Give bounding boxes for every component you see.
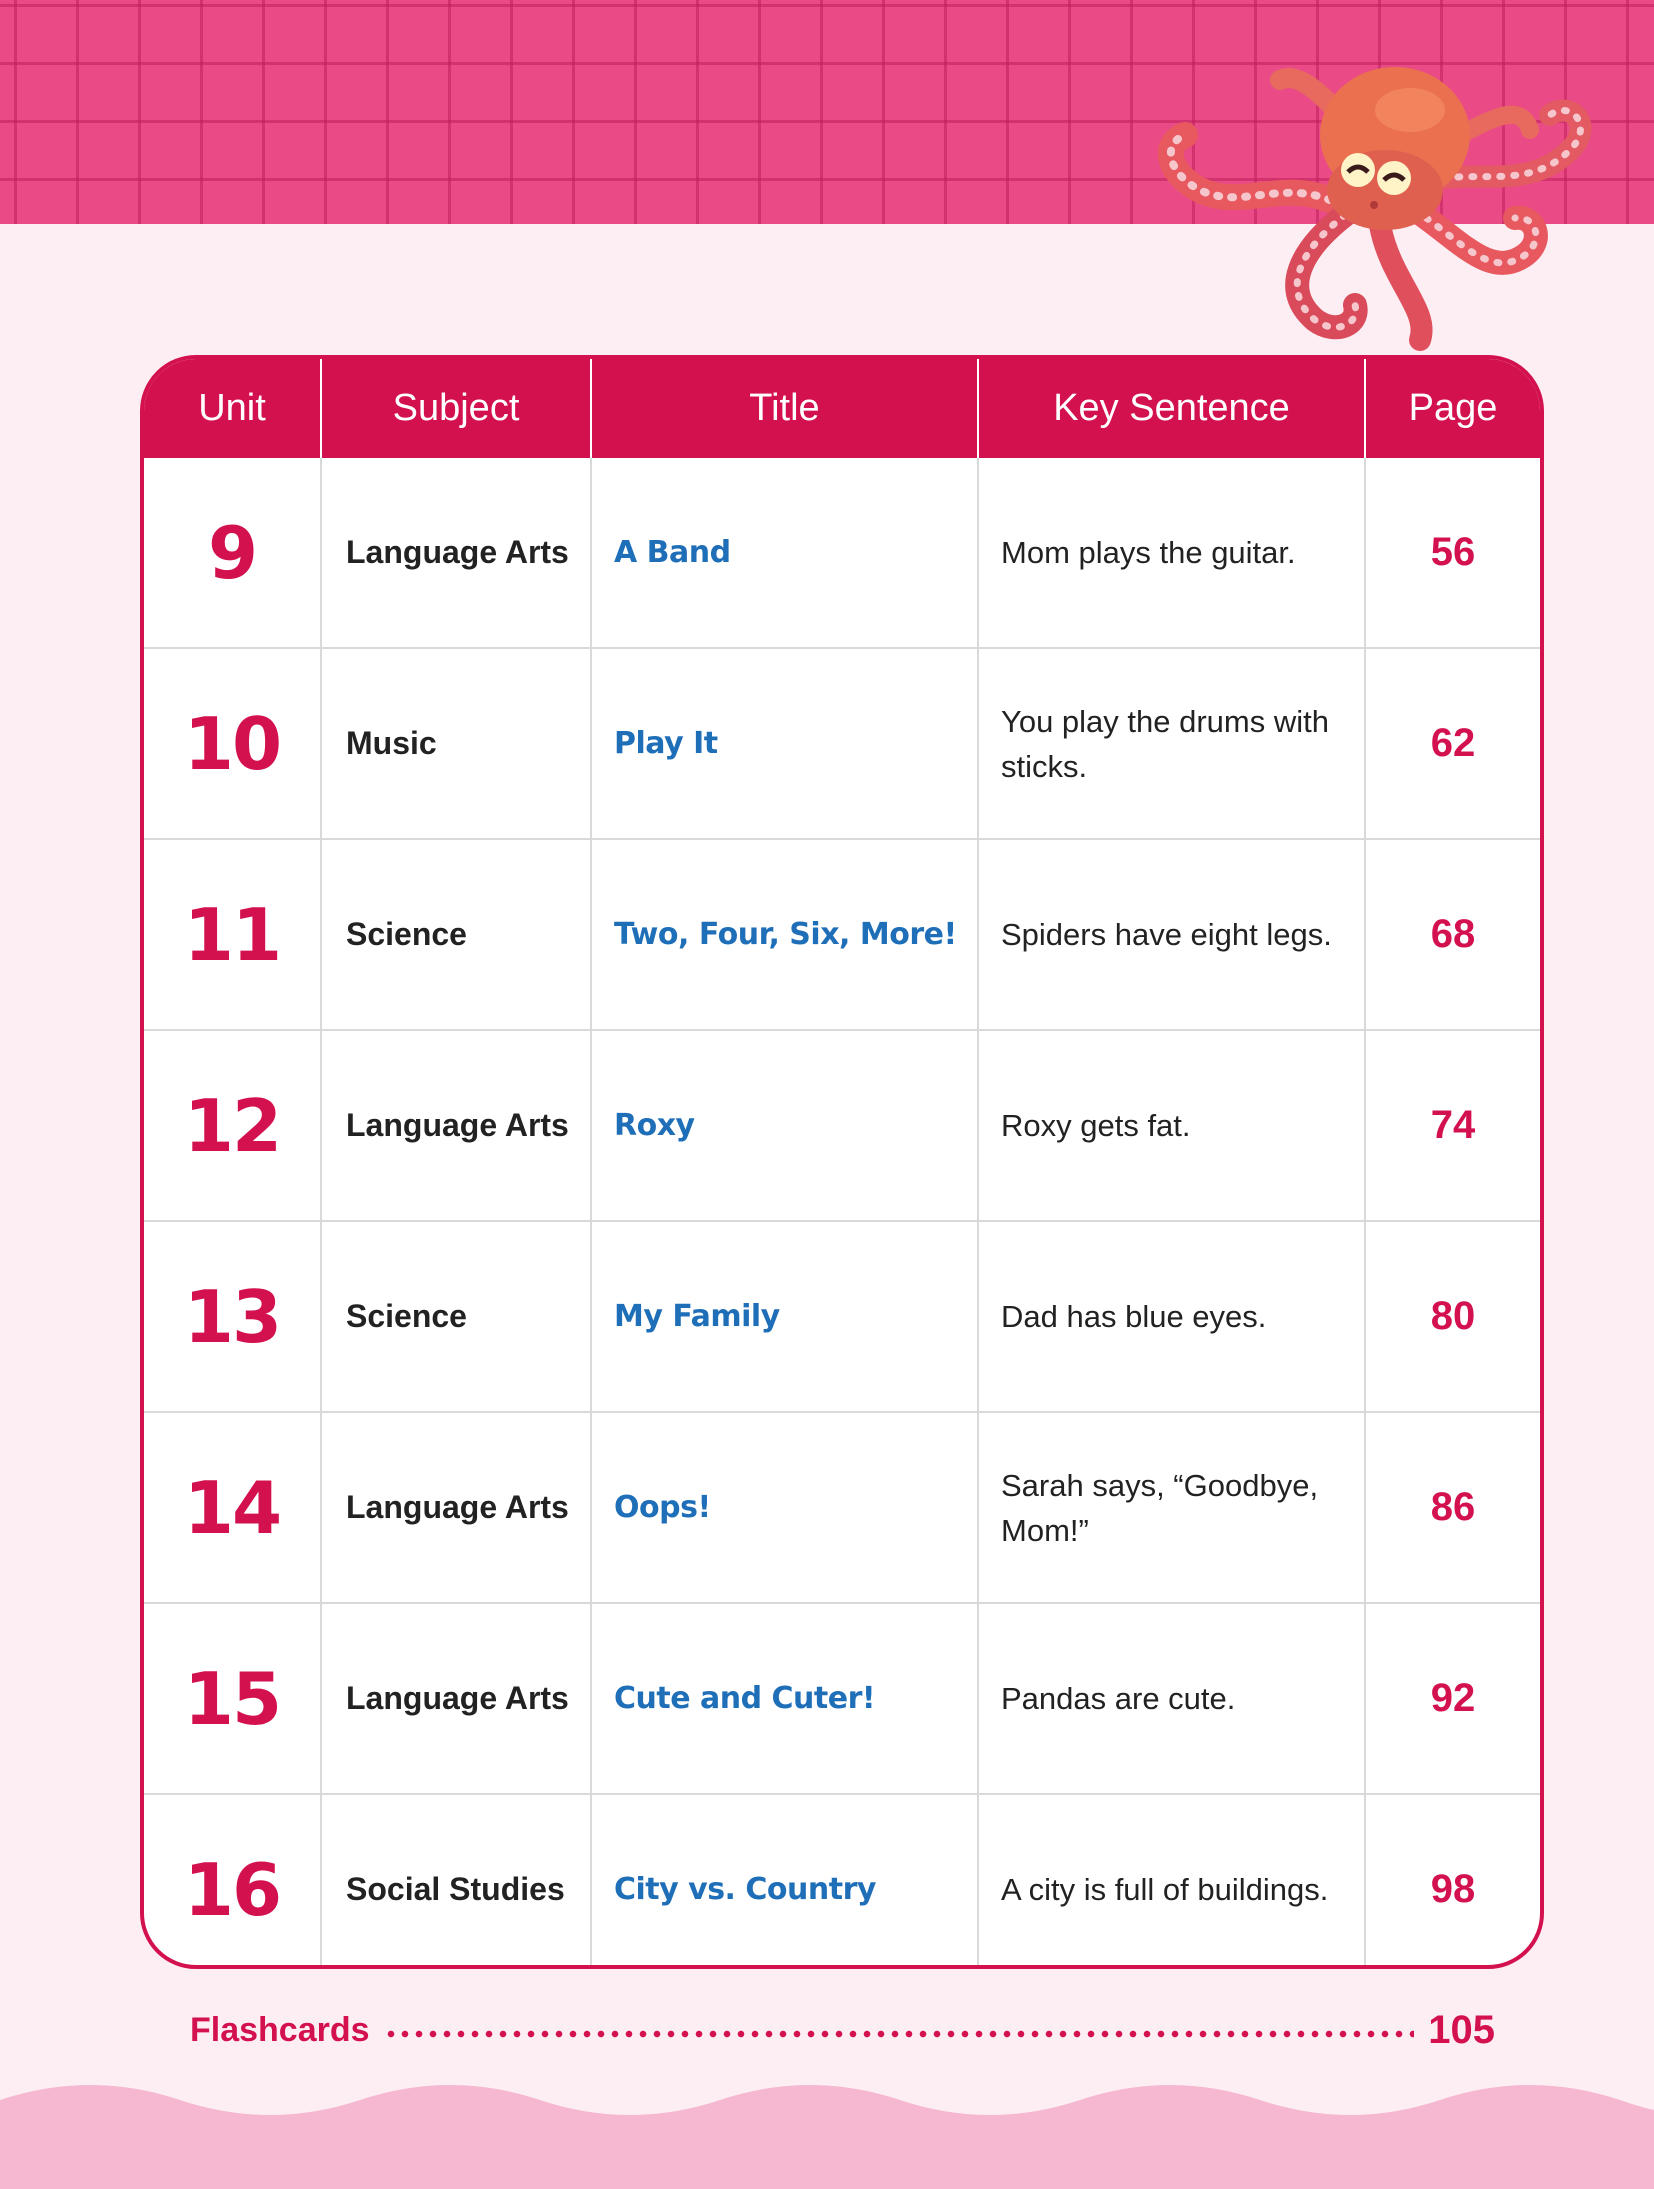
page-number-link[interactable]: 74 (1430, 1103, 1476, 1147)
contents-table-card (140, 355, 1544, 1969)
subject-label: Language Arts (346, 1489, 569, 1525)
subject-label: Music (346, 725, 437, 761)
unit-number: 11 (183, 892, 281, 977)
key-sentence: Dad has blue eyes. (1001, 1299, 1267, 1334)
unit-title-link[interactable]: Two, Four, Six, More! (614, 917, 957, 952)
flashcards-label: Flashcards (190, 2010, 370, 2049)
subject-label: Science (346, 916, 467, 952)
subject-label: Language Arts (346, 1107, 569, 1143)
table-header-row (144, 359, 1540, 458)
page-number-link[interactable]: 68 (1430, 912, 1476, 956)
table-row[interactable] (144, 1794, 1540, 1969)
contents-table (144, 359, 1540, 1969)
table-row[interactable] (144, 1412, 1540, 1603)
subject-label: Language Arts (346, 534, 569, 570)
subject-label: Social Studies (346, 1871, 565, 1907)
page-number-link[interactable]: 56 (1430, 530, 1476, 574)
unit-title-link[interactable]: Play It (614, 726, 718, 761)
page-number-link[interactable]: 62 (1430, 721, 1476, 765)
unit-number: 9 (207, 510, 257, 595)
unit-title-link[interactable]: My Family (614, 1299, 780, 1334)
header-title: Title (591, 359, 978, 458)
unit-number: 10 (183, 701, 281, 786)
table-row[interactable] (144, 648, 1540, 839)
unit-title-link[interactable]: A Band (614, 535, 731, 570)
table-row[interactable] (144, 1221, 1540, 1412)
table-row[interactable] (144, 458, 1540, 648)
table-row[interactable] (144, 839, 1540, 1030)
subject-label: Language Arts (346, 1680, 569, 1716)
dotted-leader (384, 2030, 1415, 2038)
unit-number: 15 (183, 1656, 281, 1741)
unit-title-link[interactable]: Oops! (614, 1490, 711, 1525)
key-sentence: Sarah says, “Goodbye, Mom!” (1001, 1467, 1319, 1548)
header-key-sentence: Key Sentence (978, 359, 1365, 458)
key-sentence: Roxy gets fat. (1001, 1108, 1191, 1143)
page-number-link[interactable]: 80 (1430, 1294, 1476, 1338)
unit-title-link[interactable]: Roxy (614, 1108, 695, 1143)
subject-label: Science (346, 1298, 467, 1334)
key-sentence: You play the drums with sticks. (1001, 703, 1329, 784)
flashcards-page-number: 105 (1428, 2007, 1495, 2052)
unit-title-link[interactable]: Cute and Cuter! (614, 1681, 876, 1716)
header-page: Page (1365, 359, 1540, 458)
unit-number: 13 (183, 1274, 281, 1359)
page-number-link[interactable]: 92 (1430, 1676, 1476, 1720)
flashcards-entry[interactable] (190, 2005, 1495, 2055)
bottom-wave-decoration (0, 2080, 1654, 2189)
unit-number: 14 (183, 1465, 281, 1550)
page-number-link[interactable]: 98 (1430, 1867, 1476, 1911)
unit-number: 16 (183, 1847, 281, 1932)
table-row[interactable] (144, 1030, 1540, 1221)
octopus-illustration (1130, 40, 1630, 360)
unit-title-link[interactable]: City vs. Country (614, 1872, 876, 1907)
key-sentence: Mom plays the guitar. (1001, 535, 1296, 570)
page-number-link[interactable]: 86 (1430, 1485, 1476, 1529)
key-sentence: A city is full of buildings. (1001, 1872, 1329, 1907)
table-row[interactable] (144, 1603, 1540, 1794)
key-sentence: Spiders have eight legs. (1001, 917, 1332, 952)
key-sentence: Pandas are cute. (1001, 1681, 1236, 1716)
header-subject: Subject (321, 359, 591, 458)
header-unit: Unit (144, 359, 321, 458)
unit-number: 12 (183, 1083, 281, 1168)
